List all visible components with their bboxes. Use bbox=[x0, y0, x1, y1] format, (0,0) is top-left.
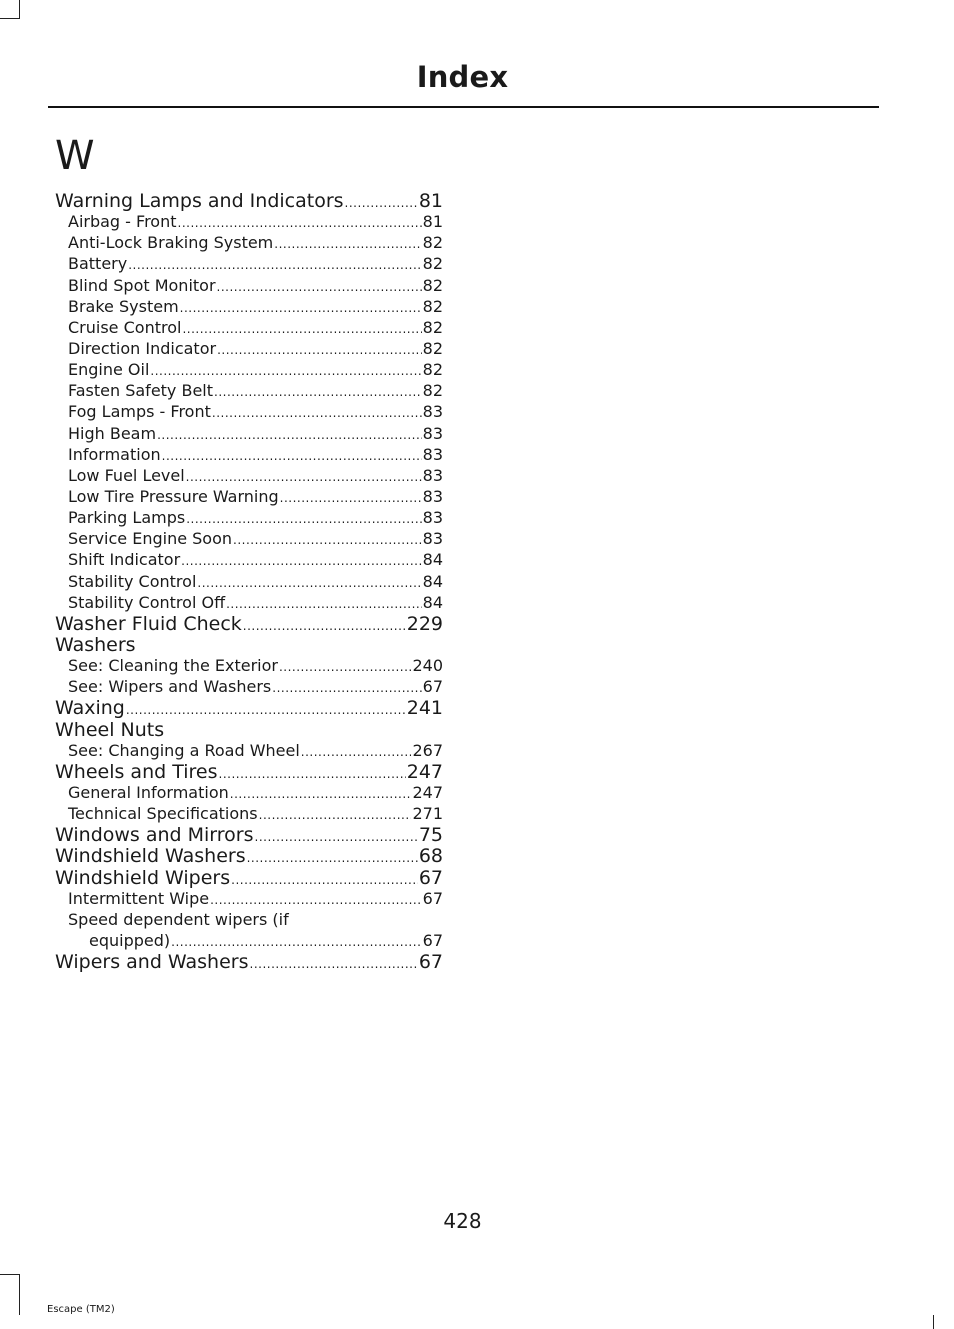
dot-leader bbox=[243, 615, 406, 638]
dot-leader bbox=[280, 487, 422, 509]
index-entry-text: Windshield Wipers bbox=[55, 866, 231, 889]
index-entry-page: 68 bbox=[418, 845, 443, 868]
index-entry-page: 67 bbox=[418, 866, 443, 889]
index-entry-page: 241 bbox=[406, 697, 443, 720]
dot-leader bbox=[217, 276, 422, 298]
index-entry-text: Fasten Safety Belt bbox=[68, 381, 214, 401]
index-entry-text: Wipers and Washers bbox=[55, 951, 249, 974]
dot-leader bbox=[230, 783, 412, 805]
index-entry-text: See: Wipers and Washers bbox=[68, 677, 272, 697]
index-entry bbox=[55, 655, 443, 676]
dot-leader bbox=[233, 529, 422, 551]
index-entry bbox=[55, 676, 443, 697]
index-entry bbox=[55, 359, 443, 380]
index-entry bbox=[55, 232, 443, 253]
index-entry bbox=[55, 507, 443, 528]
index-entry bbox=[55, 296, 443, 317]
index-entry-page: 75 bbox=[418, 824, 443, 847]
index-entry bbox=[55, 275, 443, 296]
dot-leader bbox=[178, 212, 422, 234]
footer-model-label: Escape (TM2) bbox=[47, 1304, 115, 1315]
index-entry bbox=[55, 571, 443, 592]
dot-leader bbox=[210, 889, 422, 911]
index-entry bbox=[55, 380, 443, 401]
page-title: Index bbox=[416, 60, 509, 94]
index-entry-page: 82 bbox=[422, 296, 443, 316]
index-entry-page: 83 bbox=[422, 486, 443, 506]
index-entry-page: 83 bbox=[422, 423, 443, 443]
index-entry-page: 229 bbox=[406, 612, 443, 635]
dot-leader bbox=[301, 741, 412, 763]
dot-leader bbox=[157, 424, 422, 446]
index-entry-page: 81 bbox=[422, 212, 443, 232]
dot-leader bbox=[126, 699, 406, 722]
index-entry-page: 82 bbox=[422, 233, 443, 253]
dot-leader bbox=[255, 826, 418, 849]
dot-leader bbox=[128, 254, 421, 276]
index-entry bbox=[55, 761, 443, 782]
index-entry-page: 84 bbox=[422, 550, 443, 570]
index-entry bbox=[55, 909, 443, 930]
index-entry-text: Cruise Control bbox=[68, 317, 182, 337]
dot-leader bbox=[250, 953, 418, 976]
index-entry-text: Washer Fluid Check bbox=[55, 612, 242, 635]
index-entry bbox=[55, 549, 443, 570]
index-entry-page: 67 bbox=[418, 951, 443, 974]
index-entry bbox=[55, 253, 443, 274]
index-entry-page: 67 bbox=[422, 677, 443, 697]
dot-leader bbox=[259, 804, 412, 826]
crop-mark-bottom-right bbox=[933, 1315, 934, 1329]
index-list bbox=[55, 190, 443, 972]
index-entry-text: Brake System bbox=[68, 296, 179, 316]
index-entry-text: Airbag - Front bbox=[68, 212, 177, 232]
index-entry-page: 247 bbox=[406, 760, 443, 783]
index-entry-page: 82 bbox=[422, 254, 443, 274]
index-entry-page: 83 bbox=[422, 465, 443, 485]
index-entry-page: 240 bbox=[412, 656, 443, 676]
dot-leader bbox=[226, 593, 422, 615]
index-entry-text: Speed dependent wipers (if bbox=[68, 909, 289, 929]
index-entry-text: Blind Spot Monitor bbox=[68, 275, 216, 295]
dot-leader bbox=[214, 381, 422, 403]
index-entry-text: equipped) bbox=[89, 930, 171, 950]
index-entry-text: Shift Indicator bbox=[68, 550, 181, 570]
index-entry bbox=[55, 528, 443, 549]
crop-mark-top-left bbox=[19, 0, 20, 18]
dot-leader bbox=[171, 931, 422, 953]
index-entry bbox=[55, 423, 443, 444]
index-entry-text: High Beam bbox=[68, 423, 157, 443]
index-entry-page: 67 bbox=[422, 888, 443, 908]
page-number: 428 bbox=[443, 1209, 482, 1233]
index-entry bbox=[55, 613, 443, 634]
index-entry-text: Windows and Mirrors bbox=[55, 824, 254, 847]
dot-leader bbox=[274, 233, 421, 255]
header-divider bbox=[48, 106, 879, 108]
index-entry-page: 267 bbox=[412, 740, 443, 760]
dot-leader bbox=[180, 297, 422, 319]
index-entry-text: Wheels and Tires bbox=[55, 760, 218, 783]
index-entry-text: See: Changing a Road Wheel bbox=[68, 740, 300, 760]
index-entry bbox=[55, 782, 443, 803]
index-entry-text: Direction Indicator bbox=[68, 338, 217, 358]
index-entry-text: Wheel Nuts bbox=[55, 718, 165, 741]
dot-leader bbox=[279, 656, 411, 678]
index-entry bbox=[55, 930, 443, 951]
index-entry-text: General Information bbox=[68, 782, 229, 802]
index-entry-page: 81 bbox=[418, 190, 443, 212]
index-entry-text: Low Fuel Level bbox=[68, 465, 185, 485]
crop-mark-bottom-left bbox=[0, 1274, 20, 1275]
index-entry-text: Intermittent Wipe bbox=[68, 888, 210, 908]
index-entry-text: Information bbox=[68, 444, 161, 464]
index-entry-text: Washers bbox=[55, 633, 136, 656]
index-entry-text: Warning Lamps and Indicators bbox=[55, 190, 344, 212]
dot-leader bbox=[162, 445, 422, 467]
crop-mark-top-left bbox=[0, 18, 20, 19]
index-entry bbox=[55, 190, 443, 211]
index-entry bbox=[55, 951, 443, 972]
index-entry-text: Parking Lamps bbox=[68, 508, 186, 528]
index-entry bbox=[55, 465, 443, 486]
index-entry-text: Anti-Lock Braking System bbox=[68, 233, 274, 253]
dot-leader bbox=[212, 402, 422, 424]
index-entry-text: Low Tire Pressure Warning bbox=[68, 486, 279, 506]
dot-leader bbox=[247, 847, 418, 870]
index-entry bbox=[55, 592, 443, 613]
crop-mark-bottom-left bbox=[19, 1275, 20, 1315]
dot-leader bbox=[272, 677, 421, 699]
dot-leader bbox=[182, 318, 421, 340]
index-entry-page: 84 bbox=[422, 571, 443, 591]
index-entry-text: Stability Control bbox=[68, 571, 197, 591]
index-entry-page: 83 bbox=[422, 444, 443, 464]
index-entry-text: Waxing bbox=[55, 697, 125, 720]
index-entry-page: 82 bbox=[422, 381, 443, 401]
dot-leader bbox=[186, 466, 422, 488]
index-entry bbox=[55, 338, 443, 359]
dot-leader bbox=[181, 550, 421, 572]
index-entry bbox=[55, 803, 443, 824]
index-entry-page: 83 bbox=[422, 529, 443, 549]
index-entry-text: Stability Control Off bbox=[68, 592, 226, 612]
index-entry-text: Service Engine Soon bbox=[68, 529, 233, 549]
index-entry bbox=[55, 211, 443, 232]
dot-leader bbox=[150, 360, 421, 382]
index-entry-page: 83 bbox=[422, 402, 443, 422]
dot-leader bbox=[217, 339, 422, 361]
index-entry bbox=[55, 697, 443, 718]
index-entry bbox=[55, 317, 443, 338]
index-entry-text: Battery bbox=[68, 254, 128, 274]
index-entry-page: 82 bbox=[422, 360, 443, 380]
dot-leader bbox=[197, 572, 421, 594]
index-entry-text: Fog Lamps - Front bbox=[68, 402, 211, 422]
section-letter: W bbox=[55, 133, 95, 179]
index-entry-page: 84 bbox=[422, 592, 443, 612]
index-entry bbox=[55, 444, 443, 465]
index-entry bbox=[55, 401, 443, 422]
index-entry-text: Engine Oil bbox=[68, 360, 150, 380]
index-entry bbox=[55, 845, 443, 866]
index-entry bbox=[55, 740, 443, 761]
index-entry-text: See: Cleaning the Exterior bbox=[68, 656, 278, 676]
index-entry bbox=[55, 486, 443, 507]
index-entry-page: 67 bbox=[422, 930, 443, 950]
index-entry-text: Windshield Washers bbox=[55, 845, 246, 868]
index-entry-page: 247 bbox=[412, 782, 443, 802]
index-entry-page: 82 bbox=[422, 338, 443, 358]
index-entry bbox=[55, 888, 443, 909]
index-entry-page: 82 bbox=[422, 275, 443, 295]
index-entry-text: Technical Specifications bbox=[68, 804, 258, 824]
index-entry bbox=[55, 867, 443, 888]
index-entry-page: 271 bbox=[412, 804, 443, 824]
dot-leader bbox=[186, 508, 421, 530]
index-entry-page: 82 bbox=[422, 317, 443, 337]
index-entry bbox=[55, 824, 443, 845]
index-entry-page: 83 bbox=[422, 508, 443, 528]
